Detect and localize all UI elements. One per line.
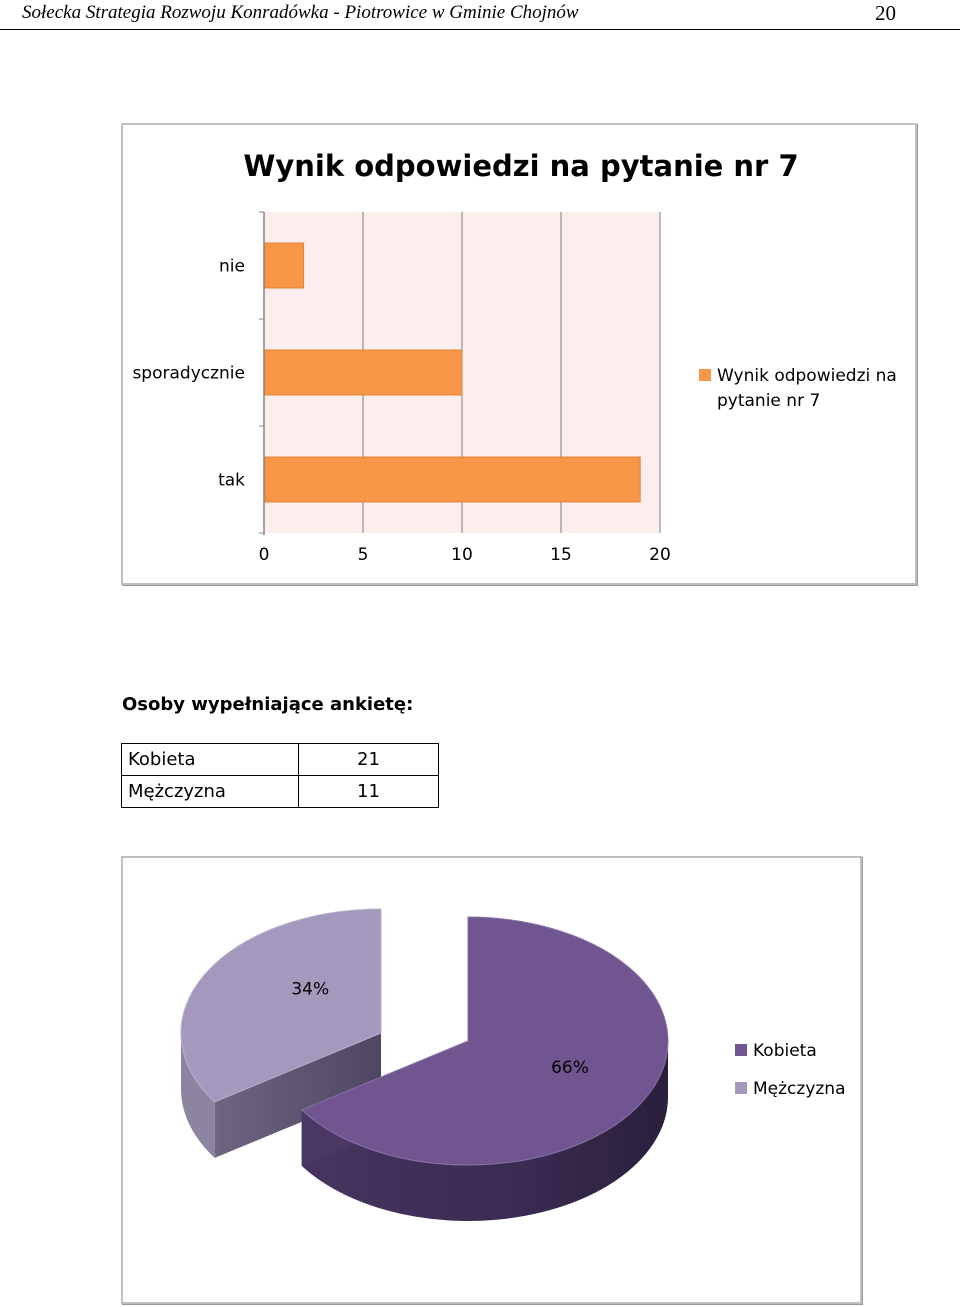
bar-tak (265, 457, 640, 502)
legend-label-line1: Wynik odpowiedzi na (717, 366, 897, 386)
table-row (122, 776, 439, 808)
x-tick-label: 10 (451, 545, 473, 565)
bar-legend (699, 366, 897, 411)
row-label: Kobieta (122, 744, 299, 776)
page-header (0, 0, 960, 30)
legend-swatch-bar (699, 369, 711, 381)
bar-chart-title: Wynik odpowiedzi na pytanie nr 7 (243, 149, 799, 183)
slice-label-Mężczyzna: 34% (291, 979, 330, 1000)
respondents-table (121, 743, 439, 808)
table-row (122, 744, 439, 776)
pie-legend (735, 1041, 846, 1099)
table-heading: Osoby wypełniające ankietę: (122, 694, 414, 715)
category-label: tak (218, 470, 245, 491)
legend-swatch-Kobieta (735, 1044, 747, 1056)
category-label: sporadycznie (132, 363, 245, 384)
header-title: Sołecka Strategia Rozwoju Konradówka - Piotrowice w Gminie Chojnów (22, 2, 579, 23)
row-value: 11 (299, 776, 439, 808)
page-number: 20 (875, 1, 896, 25)
legend-label-line2: pytanie nr 7 (717, 391, 821, 411)
bar-nie (265, 243, 304, 288)
legend-label-Kobieta: Kobieta (753, 1041, 817, 1061)
category-label: nie (219, 256, 245, 277)
row-label: Mężczyzna (122, 776, 299, 808)
legend-swatch-Mężczyzna (735, 1082, 747, 1094)
bar-sporadycznie (265, 350, 462, 395)
x-tick-label: 0 (258, 545, 270, 565)
x-tick-label: 5 (357, 545, 369, 565)
x-tick-label: 15 (550, 545, 572, 565)
row-value: 21 (299, 744, 439, 776)
bar-chart-frame (121, 123, 917, 585)
legend-label-Mężczyzna: Mężczyzna (753, 1079, 846, 1099)
x-tick-label: 20 (649, 545, 671, 565)
bar-chart (123, 125, 915, 583)
pie-chart (123, 858, 860, 1302)
slice-label-Kobieta: 66% (551, 1058, 589, 1078)
pie-chart-frame (121, 856, 862, 1304)
